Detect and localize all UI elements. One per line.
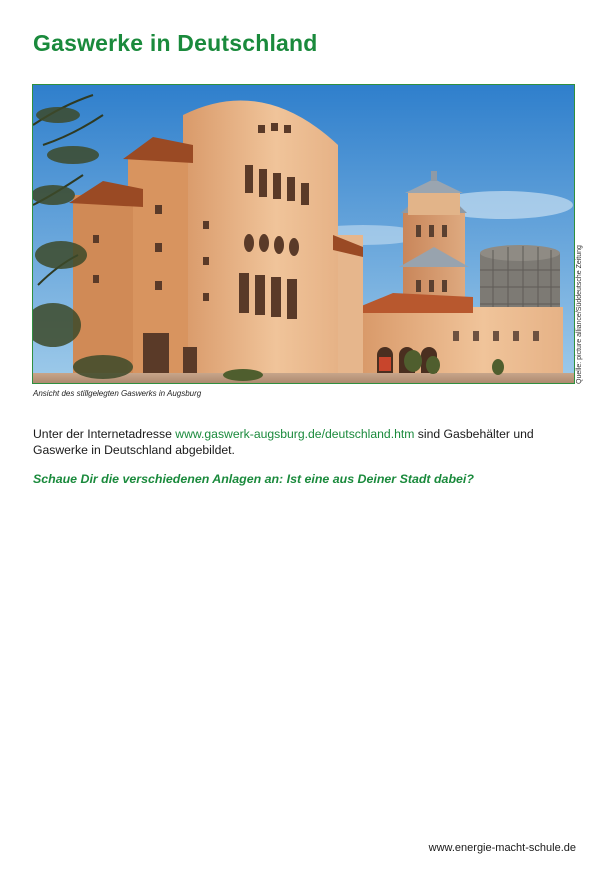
footer-url[interactable]: www.energie-macht-schule.de [428,842,576,854]
gasworks-building-photo-icon [33,85,575,384]
photo-caption: Ansicht des stillgelegten Gaswerks in Augsburg [33,389,202,398]
task-instruction: Schaue Dir die verschiedenen Anlagen an: Ist eine aus Deiner Stadt dabei? [33,472,474,486]
gaswerk-augsburg-link[interactable]: www.gaswerk-augsburg.de/deutschland.htm [175,427,415,441]
paragraph-text-after-link: sind Gasbehälter und Gaswerke in Deutschland abgebildet. [33,427,534,457]
page-title: Gaswerke in Deutschland [33,30,318,56]
intro-paragraph [33,426,578,458]
gasworks-photo [32,84,575,384]
paragraph-text-before-link: Unter der Internetadresse [33,427,176,441]
photo-credit: Quelle: picture alliance/Süddeutsche Zeitung [576,245,583,384]
